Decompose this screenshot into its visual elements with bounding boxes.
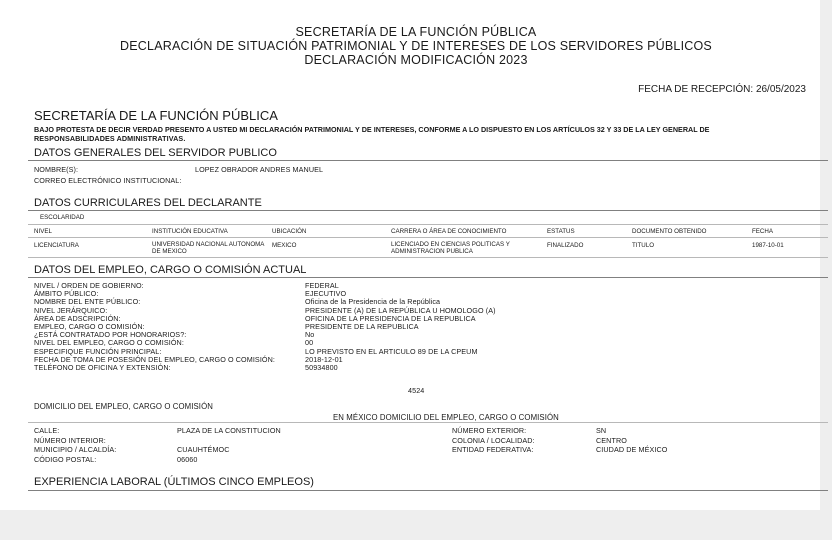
- employment-field-label: ¿ESTÁ CONTRATADO POR HONORARIOS?:: [34, 330, 187, 340]
- domicile-field-label: NÚMERO EXTERIOR:: [452, 426, 527, 435]
- employment-field-value: PRESIDENTE DE LA REPUBLICA: [305, 322, 419, 331]
- domicile-field-value: CIUDAD DE MÉXICO: [596, 445, 668, 454]
- employment-field-label: EMPLEO, CARGO O COMISIÓN:: [34, 322, 145, 331]
- domicile-field-value: 06060: [177, 454, 198, 464]
- employment-field-label: TELÉFONO DE OFICINA Y EXTENSIÓN:: [34, 363, 171, 372]
- employment-field-value: FEDERAL: [305, 281, 339, 290]
- employment-field-label: NIVEL / ORDEN DE GOBIERNO:: [34, 281, 144, 290]
- employment-field-value: Oficina de la Presidencia de la República: [305, 297, 441, 307]
- domicile-field-label: MUNICIPIO / ALCALDÍA:: [34, 445, 117, 454]
- section-experience-title: EXPERIENCIA LABORAL (ÚLTIMOS CINCO EMPLEOS): [34, 476, 314, 488]
- employment-field-value: OFICINA DE LA PRESIDENCIA DE LA REPUBLICA: [305, 313, 476, 323]
- divider: [28, 257, 828, 258]
- employment-field-value: PRESIDENTE (A) DE LA REPÚBLICA U HOMOLOGO (A): [305, 305, 496, 315]
- header-line-1: SECRETARÍA DE LA FUNCIÓN PÚBLICA: [295, 25, 537, 39]
- cell-institution-1: UNIVERSIDAD NACIONAL AUTONOMA: [152, 241, 265, 248]
- domicile-field-value: PLAZA DE LA CONSTITUCION: [177, 426, 281, 435]
- oath-line-1: BAJO PROTESTA DE DECIR VERDAD PRESENTO A USTED MI DECLARACIÓN PATRIMONIAL Y DE INTERESES, CONFORME A LO DISPUESTO EN LOS ARTÍCULOS 32 Y 33 DE LA LEY GENERAL DE: [34, 125, 710, 134]
- email-label: CORREO ELECTRÓNICO INSTITUCIONAL:: [34, 176, 182, 185]
- header-line-2: DECLARACIÓN DE SITUACIÓN PATRIMONIAL Y DE INTERESES DE LOS SERVIDORES PÚBLICOS: [120, 39, 712, 53]
- employment-field-label: ÁMBITO PÚBLICO:: [34, 289, 99, 299]
- employment-field-value: 50934800: [305, 363, 338, 372]
- employment-field-value: No: [305, 330, 315, 340]
- cell-institution-2: DE MEXICO: [152, 248, 187, 255]
- domicile-field-value: CUAUHTÉMOC: [177, 445, 230, 454]
- col-header-document: DOCUMENTO OBTENIDO: [632, 228, 707, 235]
- employment-field-label: ESPECIFIQUE FUNCIÓN PRINCIPAL:: [34, 346, 162, 356]
- cell-level: LICENCIATURA: [34, 242, 79, 249]
- employment-field-value: 00: [305, 338, 314, 348]
- cell-career-1: LICENCIADO EN CIENCIAS POLITICAS Y: [391, 241, 510, 248]
- domicile-subtitle: EN MÉXICO DOMICILIO DEL EMPLEO, CARGO O COMISIÓN: [333, 413, 559, 422]
- col-header-level: NIVEL: [34, 228, 52, 235]
- employment-field-value: EJECUTIVO: [305, 289, 347, 299]
- section-curricular-title: DATOS CURRICULARES DEL DECLARANTE: [34, 197, 262, 209]
- agency-title: SECRETARÍA DE LA FUNCIÓN PÚBLICA: [34, 108, 278, 123]
- reception-date: FECHA DE RECEPCIÓN: 26/05/2023: [638, 84, 806, 95]
- cell-document: TITULO: [632, 242, 655, 249]
- section-general-title: DATOS GENERALES DEL SERVIDOR PUBLICO: [34, 147, 277, 159]
- header-line-3: DECLARACIÓN MODIFICACIÓN 2023: [304, 53, 528, 67]
- divider: [28, 210, 828, 211]
- name-value: LOPEZ OBRADOR ANDRES MANUEL: [195, 165, 324, 174]
- divider: [28, 224, 828, 225]
- oath-line-2: RESPONSABILIDADES ADMINISTRATIVAS.: [34, 134, 186, 143]
- section-employment-title: DATOS DEL EMPLEO, CARGO O COMISIÓN ACTUAL: [34, 264, 307, 276]
- employment-field-label: NIVEL DEL EMPLEO, CARGO O COMISIÓN:: [34, 338, 184, 348]
- col-header-career: CARRERA O ÁREA DE CONOCIMIENTO: [391, 228, 507, 235]
- employment-field-value: LO PREVISTO EN EL ARTICULO 89 DE LA CPEUM: [305, 346, 478, 356]
- col-header-status: ESTATUS: [547, 228, 575, 235]
- cell-status: FINALIZADO: [547, 242, 584, 249]
- domicile-field-value: SN: [596, 426, 607, 435]
- col-header-location: UBICACIÓN: [272, 228, 307, 235]
- divider: [28, 160, 828, 161]
- cell-career-2: ADMINISTRACION PUBLICA: [391, 248, 473, 255]
- divider: [28, 422, 828, 423]
- cell-location: MEXICO: [272, 242, 297, 249]
- phone-extension: 4524: [408, 386, 425, 395]
- domicile-field-label: CALLE:: [34, 426, 60, 435]
- col-header-date: FECHA: [752, 228, 773, 235]
- divider: [28, 277, 828, 278]
- employment-field-label: NOMBRE DEL ENTE PÚBLICO:: [34, 297, 141, 307]
- cell-date: 1987-10-01: [752, 242, 784, 249]
- divider: [28, 237, 828, 238]
- domicile-field-label: COLONIA / LOCALIDAD:: [452, 435, 535, 445]
- schooling-subtitle: ESCOLARIDAD: [40, 214, 85, 221]
- domicile-field-value: CENTRO: [596, 435, 627, 445]
- employment-field-label: ÁREA DE ADSCRIPCIÓN:: [34, 313, 121, 323]
- domicile-field-label: ENTIDAD FEDERATIVA:: [452, 445, 534, 454]
- domicile-field-label: CÓDIGO POSTAL:: [34, 454, 97, 464]
- employment-field-value: 2018-12-01: [305, 354, 343, 364]
- domicile-field-label: NÚMERO INTERIOR:: [34, 435, 106, 445]
- divider: [28, 490, 828, 491]
- employment-field-label: NIVEL JERÁRQUICO:: [34, 305, 108, 315]
- employment-field-label: FECHA DE TOMA DE POSESIÓN DEL EMPLEO, CARGO O COMISIÓN:: [34, 354, 276, 364]
- domicile-title: DOMICILIO DEL EMPLEO, CARGO O COMISIÓN: [34, 402, 213, 411]
- name-label: NOMBRE(S):: [34, 165, 79, 174]
- col-header-institution: INSTITUCIÓN EDUCATIVA: [152, 228, 228, 235]
